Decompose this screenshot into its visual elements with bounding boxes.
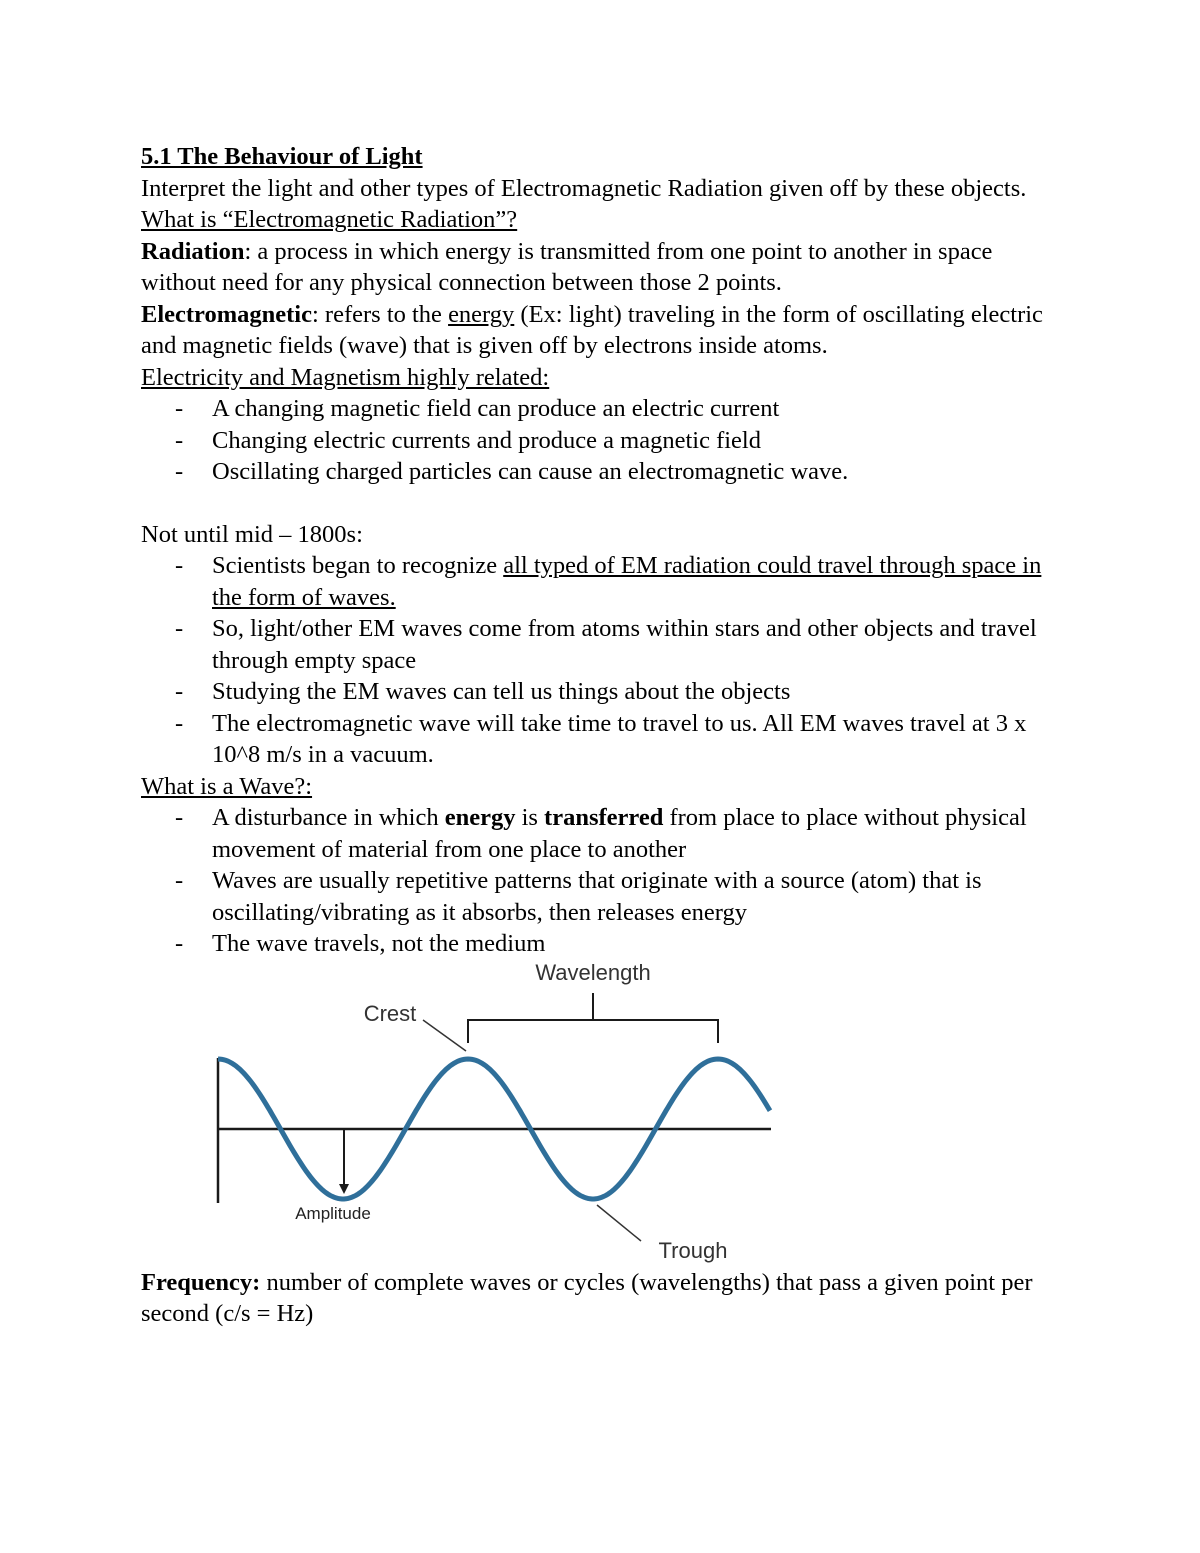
list-item: - Studying the EM waves can tell us things about the objects [141, 676, 1071, 708]
item-underlined-text: all typed of EM radiation could travel through space in the form of waves. [212, 552, 1042, 611]
wave-list [141, 802, 1071, 960]
list-item: - The wave travels, not the medium [141, 928, 1071, 960]
list-item: - So, light/other EM waves come from atoms within stars and other objects and travel through empty space [141, 613, 1071, 676]
list-item [141, 550, 1071, 613]
item-text: is [515, 804, 545, 831]
intro-text: Interpret the light and other types of Electromagnetic Radiation given off by these objects. [141, 174, 1027, 202]
mid1800-list [141, 550, 1071, 771]
relation-list [141, 393, 1071, 488]
list-item: - Waves are usually repetitive patterns that originate with a source (atom) that is oscillating/vibrating as it absorbs, then releases energy [141, 865, 1071, 928]
em-question-heading: What is “Electromagnetic Radiation”? [141, 206, 518, 233]
amplitude-arrowhead [339, 1184, 349, 1194]
radiation-text: : a process in which energy is transmitted from one point to another in space without need for any physical connection between those 2 points. [141, 237, 993, 296]
document-page [141, 141, 1071, 1330]
item-text: Scientists began to recognize [212, 552, 504, 579]
list-item: - A changing magnetic field can produce an electric current [141, 393, 1071, 425]
frequency-text: number of complete waves or cycles (wavelengths) that pass a given point per second (c/s = Hz) [141, 1268, 1033, 1327]
electromagnetic-definition [141, 299, 1071, 362]
frequency-definition [141, 1267, 1071, 1330]
wave-diagram-svg [141, 963, 801, 1265]
radiation-term: Radiation [141, 237, 245, 265]
electromagnetic-text-after: (Ex: light) traveling in the form of oscillating electric and magnetic fields (wave) that is given off by electrons inside atoms. [141, 300, 1043, 359]
list-item: - The electromagnetic wave will take time to travel to us. All EM waves travel at 3 x 10^8 m/s in a vacuum. [141, 708, 1071, 771]
mid1800-heading: Not until mid – 1800s: [141, 520, 363, 548]
wavelength-bracket [468, 993, 718, 1043]
amplitude-label: Amplitude [295, 1203, 371, 1223]
transferred-bold: transferred [544, 804, 664, 831]
wave-heading: What is a Wave?: [141, 772, 313, 800]
wave-diagram [141, 963, 801, 1265]
electromagnetic-term: Electromagnetic [141, 300, 312, 328]
crest-pointer [423, 1020, 466, 1051]
section-title: 5.1 The Behaviour of Light [141, 143, 423, 170]
crest-label: Crest [363, 1000, 417, 1026]
item-text: A disturbance in which [212, 804, 445, 831]
radiation-definition [141, 236, 1071, 299]
list-item: - Changing electric currents and produce a magnetic field [141, 425, 1071, 457]
energy-underlined: energy [448, 300, 515, 328]
wavelength-label: Wavelength [535, 962, 651, 985]
electromagnetic-text-before: : refers to the [312, 300, 449, 328]
list-item: - Oscillating charged particles can cause an electromagnetic wave. [141, 456, 1071, 488]
relation-heading: Electricity and Magnetism highly related: [141, 363, 550, 391]
energy-bold: energy [444, 804, 516, 831]
trough-pointer [597, 1205, 641, 1241]
trough-label: Trough [658, 1237, 728, 1263]
blank-line [141, 488, 1071, 519]
item-text: from place to place without physical movement of material from one place to another [212, 804, 1027, 863]
list-item [141, 802, 1071, 865]
frequency-term: Frequency: [141, 1268, 261, 1296]
